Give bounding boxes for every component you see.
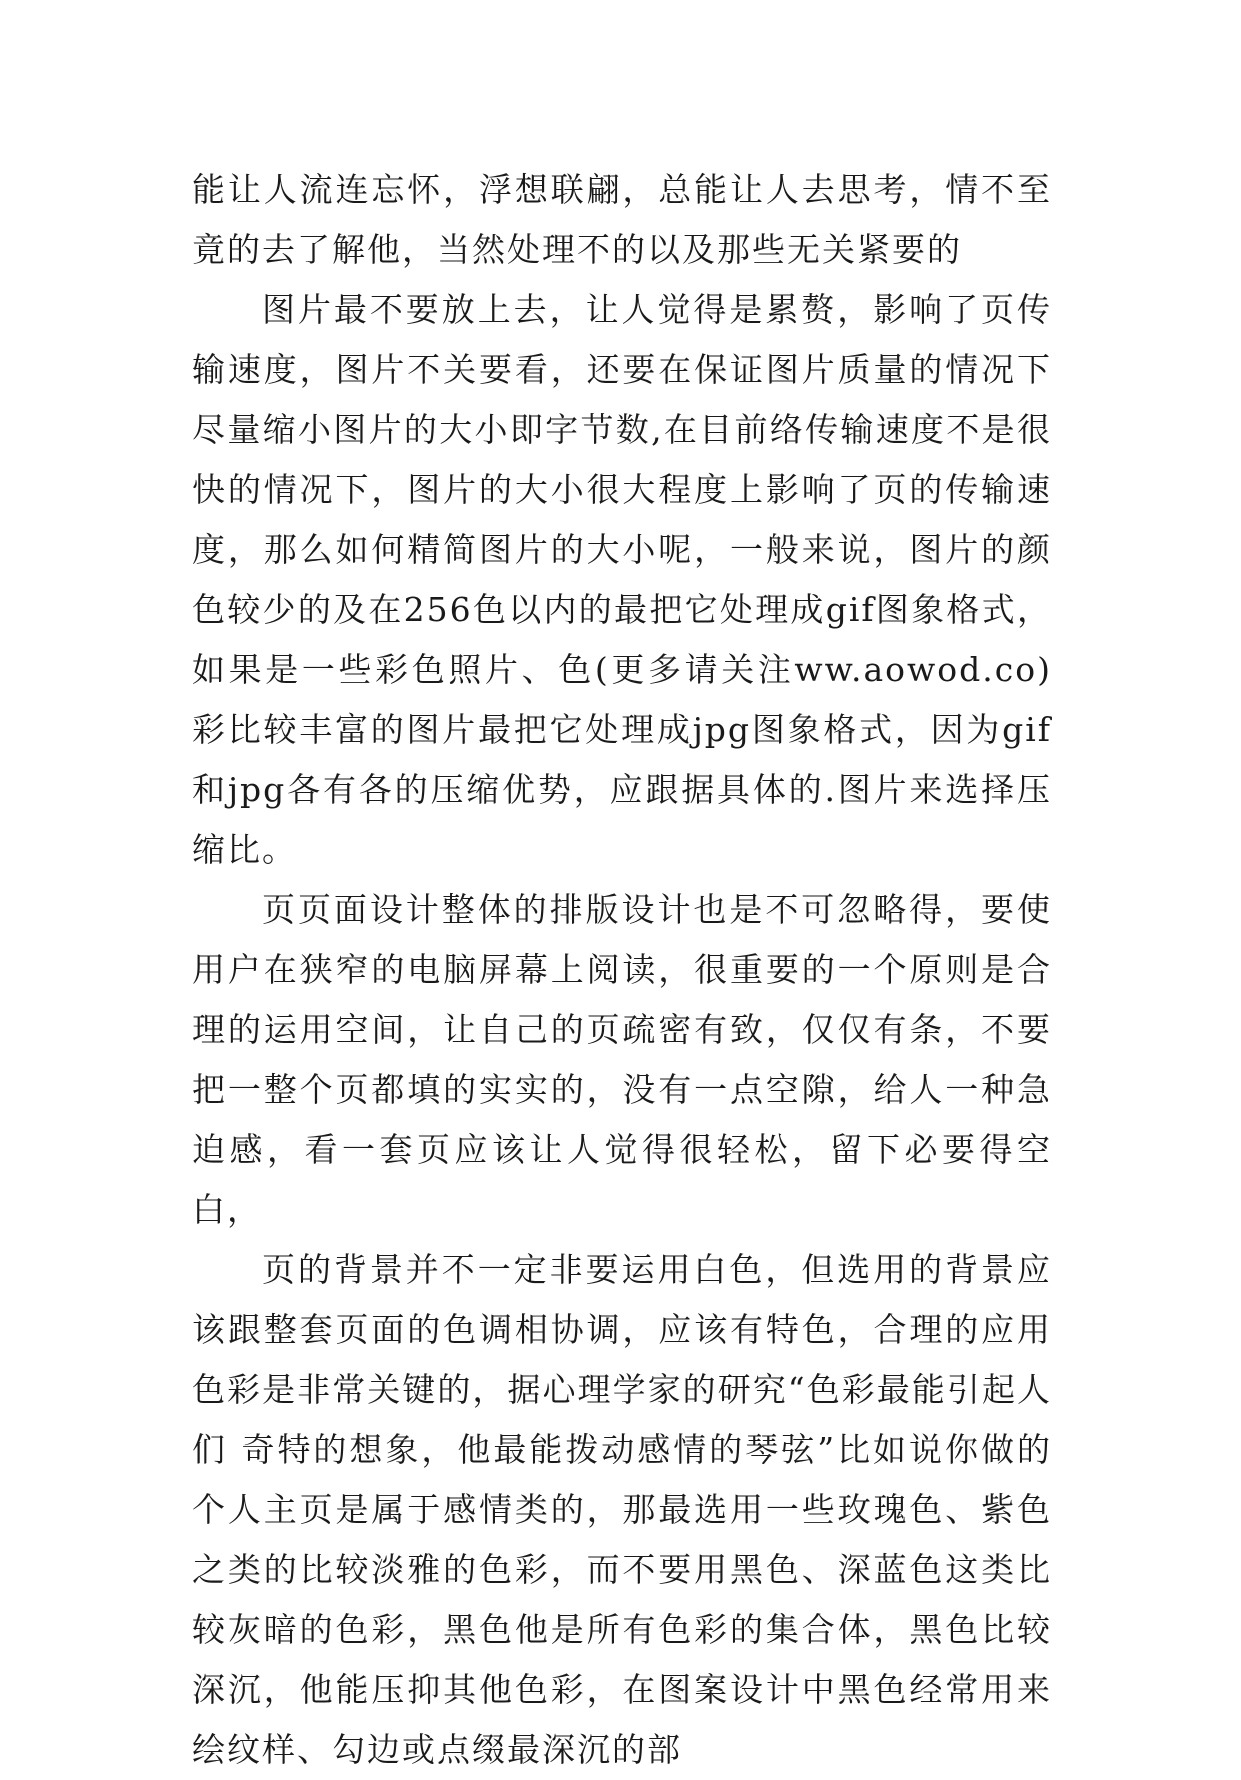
document-body — [192, 160, 1052, 1780]
paragraph-image-optimization: 图片最不要放上去，让人觉得是累赘，影响了页传输速度，图片不关要看，还要在保证图片质量的情况下尽量缩小图片的大小即字节数,在目前络传输速度不是很快的情况下，图片的大小很大程度上影响了页的传输速度，那么如何精简图片的大小呢，一般来说，图片的颜色较少的及在256色以内的最把它处理成gif图象格式，如果是一些彩色照片、色(更多请关注ww.aowod.co)彩比较丰富的图片最把它处理成jpg图象格式，因为gif和jpg各有各的压缩优势，应跟据具体的.图片来选择压缩比。 — [192, 290, 1052, 869]
paragraph-background-color: 页的背景并不一定非要运用白色，但选用的背景应该跟整套页面的色调相协调，应该有特色，合理的应用色彩是非常关键的，据心理学家的研究“色彩最能引起人们 奇特的想象，他最能拨动感情的琴弦”比如说你做的个人主页是属于感情类的，那最选用一些玫瑰色、紫色之类的比较淡雅的色彩，而不要用黑色、深蓝色这类比较灰暗的色彩，黑色他是所有色彩的集合体，黑色比较深沉，他能压抑其他色彩，在图案设计中黑色经常用来绘纹样、勾边或点缀最深沉的部 — [192, 1250, 1052, 1769]
paragraph-layout-design: 页页面设计整体的排版设计也是不可忽略得，要使用户在狭窄的电脑屏幕上阅读，很重要的一个原则是合理的运用空间，让自己的页疏密有致，仅仅有条，不要把一整个页都填的实实的，没有一点空隙，给人一种急迫感，看一套页应该让人觉得很轻松，留下必要得空白， — [192, 890, 1052, 1229]
paragraph-continuation: 能让人流连忘怀，浮想联翩，总能让人去思考，情不至竟的去了解他，当然处理不的以及那些无关紧要的 — [192, 170, 1052, 269]
